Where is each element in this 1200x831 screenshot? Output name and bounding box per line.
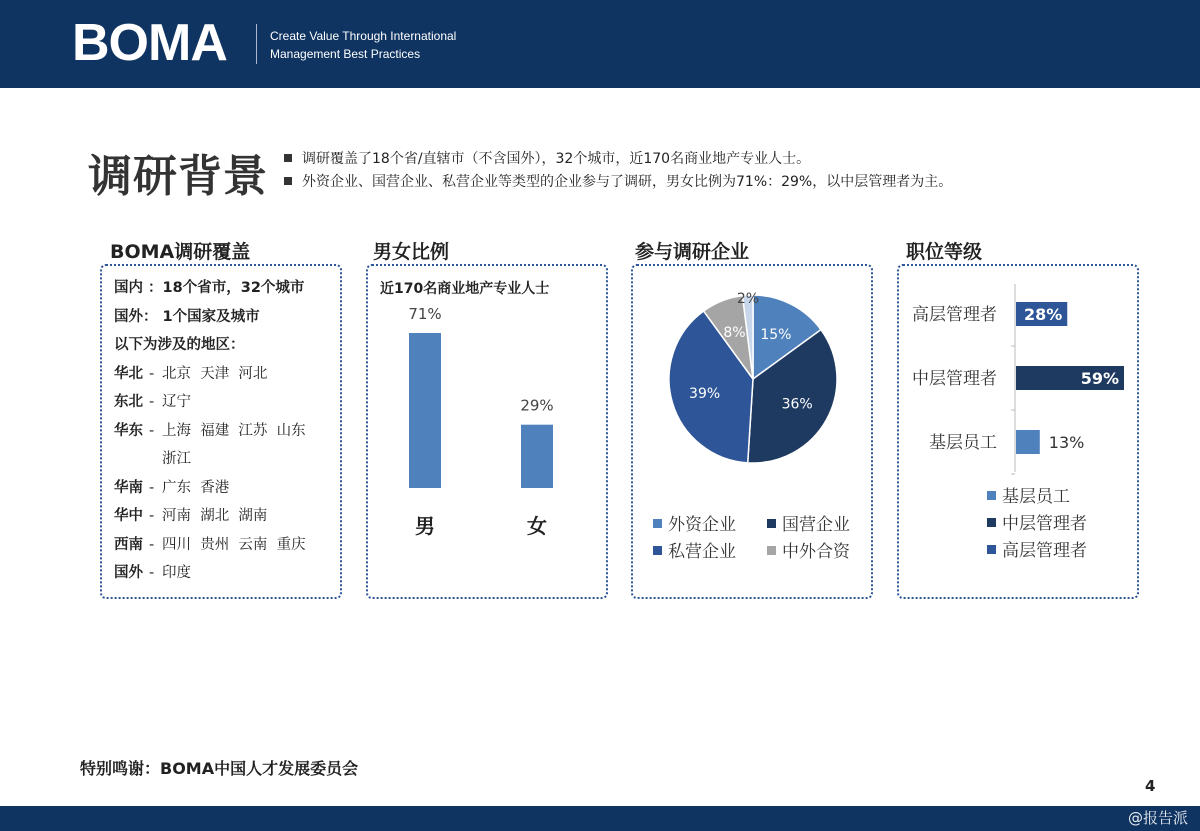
gender-category-label: 男 [415,514,435,538]
legend-label: 国营企业 [782,515,850,535]
region-dash: - [149,536,155,553]
coverage-domestic: 国内 ：18个省市，32个城市 [114,280,305,296]
pie-extra-label: 2% [736,291,760,307]
region-places: 印度 [162,565,191,581]
region-row [114,502,306,531]
gender-bar [409,333,441,488]
region-row [114,388,306,417]
coverage-intro: 以下为涉及的地区： [114,337,245,353]
gender-value-label: 71% [408,305,442,323]
region-row [114,559,306,588]
gender-bar [521,425,553,488]
legend-swatch [767,546,776,555]
gender-panel [366,264,608,599]
watermark: @报告派 [1127,809,1188,827]
region-row [114,417,306,446]
region-list [114,360,306,588]
pie-value-label: 36% [781,396,813,413]
legend-swatch [987,491,996,500]
legend-label: 私营企业 [668,542,736,562]
region-dash: - [149,565,155,581]
region-name: 华南 [114,479,143,496]
region-dash: - [149,508,155,524]
region-dash: - [149,479,155,496]
pie-value-label: 8% [723,325,746,342]
position-legend-item [987,536,1087,561]
legend-swatch [767,519,776,528]
region-dash: - [149,365,155,382]
region-row [114,531,306,560]
gender-title: 男女比例 [373,241,450,263]
region-dash: - [149,422,155,439]
enterprise-panel [631,264,873,599]
legend-swatch [987,545,996,554]
gender-category-label: 女 [527,514,547,538]
tagline-line-1: Create Value Through International [270,29,457,43]
position-title: 职位等级 [906,241,983,263]
pie-legend-item [767,537,850,562]
page-title: 调研背景 [88,151,268,202]
gender-bar-chart [368,266,610,601]
region-places: 广东 香港 [162,479,230,496]
pie-value-label: 15% [760,327,792,344]
position-legend [899,266,1141,601]
position-panel [897,264,1139,599]
logo-divider [256,24,257,64]
coverage-panel [100,264,342,599]
position-value-label: 13% [1048,433,1085,452]
region-places: 上海 福建 江苏 山东 [162,422,306,439]
summary-bullets [284,148,952,194]
region-name: 东北 [114,394,143,410]
region-row [114,474,306,503]
legend-label: 中层管理者 [1002,514,1087,534]
enterprise-title: 参与调研企业 [635,241,750,263]
position-legend-item [987,482,1070,507]
bullet-text: 外资企业、国营企业、私营企业等类型的企业参与了调研，男女比例为71%：29%，以中层管理者为主。 [302,174,953,190]
gender-value-label: 29% [520,396,554,415]
tagline [270,27,456,63]
tagline-line-2: Management Best Practices [270,47,421,61]
legend-label: 中外合资 [782,542,850,562]
footer-bar [0,806,1200,831]
coverage-foreign: 国外： 1个国家及城市 [114,308,260,325]
gender-subtitle: 近170名商业地产专业人士 [380,281,550,297]
acknowledgement: 特别鸣谢：BOMA中国人才发展委员会 [80,759,359,778]
region-dash: - [149,394,155,410]
region-name: 华中 [114,508,143,524]
region-places: 浙江 [162,451,191,467]
region-name: 国外 [114,565,143,581]
bullet-square-icon [284,177,292,185]
region-name: 华北 [114,365,143,382]
coverage-title: BOMA调研覆盖 [110,241,251,263]
enterprise-legend [633,266,875,601]
bullet-item [284,171,952,194]
region-row [114,445,306,474]
region-places: 四川 贵州 云南 重庆 [162,536,306,553]
region-places: 辽宁 [162,394,191,410]
boma-logo: BOMA [72,14,227,72]
region-name: 华东 [114,422,143,439]
position-value-label: 59% [1080,369,1119,388]
position-category-label: 高层管理者 [912,305,997,325]
position-legend-item [987,509,1087,534]
legend-label: 外资企业 [668,515,736,535]
legend-swatch [653,519,662,528]
bullet-square-icon [284,154,292,162]
region-places: 河南 湖北 湖南 [162,508,268,524]
coverage-list [114,274,306,588]
position-value-label: 28% [1023,305,1063,324]
legend-label: 基层员工 [1002,487,1070,507]
region-name [114,445,149,474]
legend-label: 高层管理者 [1002,541,1087,561]
region-dash [149,445,162,474]
pie-value-label: 39% [689,386,721,403]
position-category-label: 中层管理者 [912,369,997,389]
position-category-label: 基层员工 [929,433,997,453]
region-places: 北京 天津 河北 [162,365,268,382]
bullet-text: 调研覆盖了18个省/直辖市（不含国外），32个城市，近170名商业地产专业人士。 [302,151,811,167]
pie-legend-item [653,510,736,535]
legend-swatch [987,518,996,527]
region-name: 西南 [114,536,143,553]
pie-legend-item [767,510,850,535]
legend-swatch [653,546,662,555]
bullet-item [284,148,952,171]
pie-legend-item [653,537,736,562]
region-row [114,360,306,389]
page-number: 4 [1145,777,1156,795]
